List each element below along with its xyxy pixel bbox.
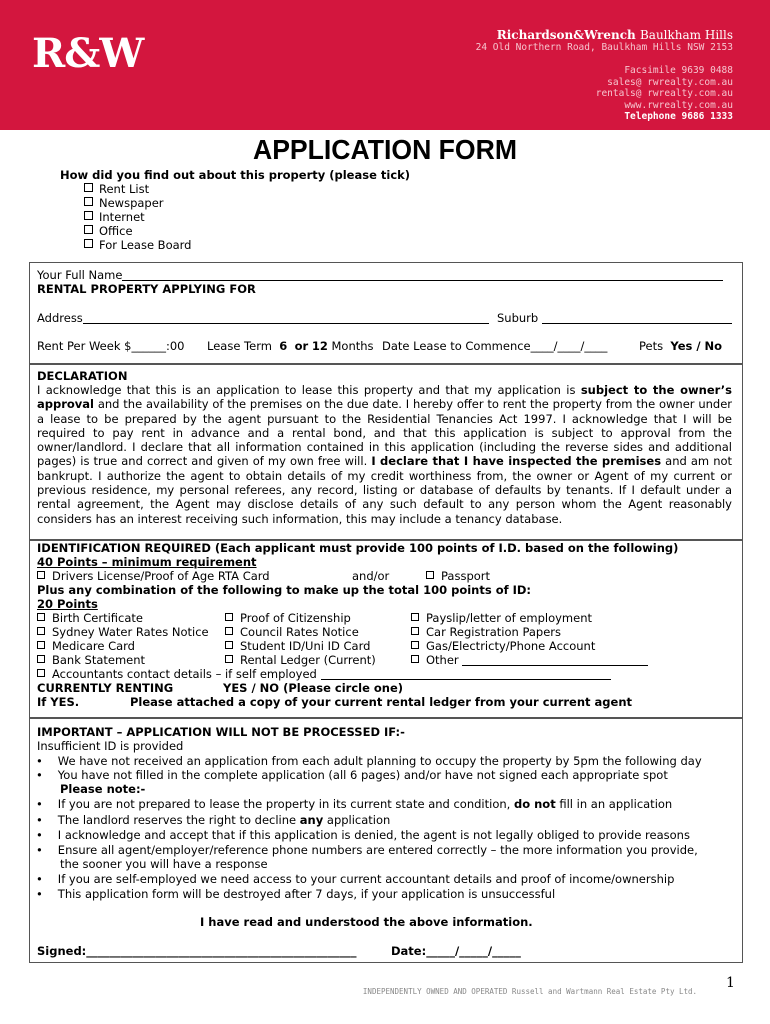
find-out-question: How did you find out about this property (please tick) [60,168,411,182]
option-label: Rent List [99,182,150,196]
read-understood: I have read and understood the above information. [200,915,533,929]
branch-name: Baulkham Hills [639,28,733,42]
and-or: and/or [352,569,390,583]
id-drivers-license[interactable] [37,569,270,583]
lease-term-12[interactable]: 12 [311,339,328,353]
page-number: 1 [726,975,735,991]
id-label: Other [426,653,459,667]
list-item: • Ensure all agent/employer/reference phone numbers are entered correctly – the more information you provide, [36,843,698,857]
full-name-field[interactable] [37,268,723,282]
id-option[interactable] [225,653,376,667]
declaration-text [37,383,732,526]
list-item: • We have not received an application from each adult planning to occupy the property by 5pm the following day [36,754,702,768]
lease-term-months: Months [331,339,374,353]
list-item: • If you are not prepared to lease the property in its current state and condition, do not fill in an application [36,797,673,811]
checkbox[interactable] [411,627,419,635]
id-option[interactable] [37,611,143,625]
id-label: Birth Certificate [52,611,144,625]
list-item-text: Ensure all agent/employer/reference phone numbers are entered correctly – the more information you provide, [57,843,698,857]
id-label: Car Registration Papers [426,625,562,639]
id-option[interactable] [411,625,561,639]
checkbox[interactable] [411,655,419,663]
checkbox[interactable] [411,613,419,621]
declaration-heading: DECLARATION [37,369,128,383]
option-internet[interactable] [84,210,145,224]
id-label: Rental Ledger (Current) [240,653,376,667]
currently-renting-label: CURRENTLY RENTING [37,681,174,695]
checkbox[interactable] [37,627,45,635]
date-field[interactable]: Date:_____/_____/_____ [391,944,521,958]
lease-term-or: or [294,339,309,353]
id-option[interactable] [225,625,359,639]
checkbox[interactable] [84,211,93,220]
id-label: Student ID/Uni ID Card [240,639,371,653]
list-item-text: We have not received an application from each adult planning to occupy the property by 5pm the following day [57,754,702,768]
declaration-part: and the availability of the premises on the due date. I hereby offer to rent the property from the owner under a lease to be prepared by the agent pursuant to the Residential Tenancies Act 1997. I acknowledge that I will be required to pay rent in advance and a rental bond, and that this application is subject to approval from the owner/landlord. I declare that all information contained in this application (including the reverse sides and additional pages) is true and correct and given of my own free will. [37,397,732,469]
option-label: Office [99,224,133,238]
commence-date-field[interactable]: Date Lease to Commence____/____/____ [382,339,608,353]
id-heading: IDENTIFICATION REQUIRED (Each applicant must provide 100 points of I.D. based on the following) [37,541,679,555]
combination-text: Plus any combination of the following to make up the total 100 points of ID: [37,583,532,597]
option-label: Internet [99,210,145,224]
list-item: • If you are self-employed we need access to your current accountant details and proof of income/ownership [36,872,675,886]
other-input[interactable] [462,654,648,666]
checkbox[interactable] [37,655,45,663]
list-item-text: I acknowledge and accept that if this application is denied, the agent is not legally obliged to provide reasons [57,828,690,842]
list-item: • You have not filled in the complete application (all 6 pages) and/or have not signed each appropriate spot [36,768,668,782]
checkbox[interactable] [84,183,93,192]
rent-per-week-field[interactable]: Rent Per Week $______:00 [37,339,185,353]
attach-ledger-note: Please attached a copy of your current rental ledger from your current agent [130,695,633,709]
facsimile: Facsimile 9639 0488 [624,65,733,76]
list-item-bold: do not [513,797,556,811]
email-rentals: rentals@ rwrealty.com.au [595,88,733,99]
declaration-bold: I declare that I have inspected the premises [371,454,662,469]
declaration-bold: subject to the owner’s approval [37,383,732,412]
accountants-input[interactable] [321,668,611,680]
id-option[interactable] [37,625,209,639]
checkbox[interactable] [411,641,419,649]
office-address: 24 Old Northern Road, Baulkham Hills NSW 2153 [475,41,733,53]
list-item-text: If you are self-employed we need access to your current accountant details and proof of income/ownership [57,872,675,886]
id-label: Gas/Electricty/Phone Account [426,639,596,653]
list-item-text: application [326,813,391,827]
lease-term-field[interactable] [207,339,374,353]
option-newspaper[interactable] [84,196,164,210]
list-item: • The landlord reserves the right to decline any application [36,813,391,827]
checkbox[interactable] [37,613,45,621]
option-rent-list[interactable] [84,182,149,196]
suburb-label: Suburb [497,311,539,325]
list-item-text: The landlord reserves the right to decline [57,813,297,827]
list-item: • This application form will be destroyed after 7 days, if your application is unsuccessful [36,887,556,901]
id-label: Accountants contact details – if self employed [52,667,317,681]
checkbox[interactable] [84,225,93,234]
list-item-continued: the sooner you will have a response [60,857,268,871]
checkbox[interactable] [225,655,233,663]
address-input[interactable] [83,312,489,324]
id-label: Drivers License/Proof of Age RTA Card [52,569,270,583]
pets-options[interactable]: Yes / No [670,339,723,353]
id-accountants[interactable] [37,667,611,681]
list-item: • I acknowledge and accept that if this application is denied, the agent is not legally obliged to provide reasons [36,828,690,842]
lease-term-label: Lease Term [207,339,272,353]
id-option[interactable] [37,639,135,653]
website: www.rwrealty.com.au [624,99,733,111]
checkbox[interactable] [37,571,45,579]
list-item-text: This application form will be destroyed after 7 days, if your application is unsuccessful [57,887,556,901]
brand-name: Richardson&Wrench [496,28,636,42]
list-item-bold: any [299,813,324,827]
id-option[interactable] [411,611,592,625]
brand-line [476,30,733,42]
email-sales: sales@ rwrealty.com.au [607,76,733,88]
please-note: Please note:- [60,782,146,796]
id-option[interactable] [37,653,145,667]
full-name-input[interactable] [122,269,723,281]
id-label: Council Rates Notice [240,625,359,639]
letterhead-banner [0,0,770,130]
id-label: Medicare Card [52,639,135,653]
option-label: Newspaper [99,196,164,210]
option-label: For Lease Board [99,238,192,252]
list-item-text: If you are not prepared to lease the property in its current state and condition, [57,797,511,811]
declaration-part: and am not bankrupt. I authorize the agent to obtain details of my credit worthiness from, the owner or Agent of my current or previous residence, my personal referees, any record, listing or database of defaults by tenants. If I default under a rental agreement, the Agent may disclose details of any such default to any person whom the Agent reasonably considers has an interest receiving such information, this may include a tenancy database. [37,454,733,526]
lease-term-6[interactable]: 6 [279,339,288,353]
footer-company-note: INDEPENDENTLY OWNED AND OPERATED Russell and Wartmann Real Estate Pty Ltd. [362,987,698,996]
declaration-part: I acknowledge that this is an application to lease this property and that my application is [37,383,576,397]
points-40: 40 Points – minimum requirement [37,555,257,569]
insufficient-id: Insufficient ID is provided [37,739,184,753]
company-logo: R&W [32,30,144,77]
id-label: Proof of Citizenship [240,611,351,625]
checkbox[interactable] [225,641,233,649]
rental-property-heading: RENTAL PROPERTY APPLYING FOR [37,282,256,296]
id-label: Passport [441,569,491,583]
checkbox[interactable] [225,627,233,635]
points-20: 20 Points [37,597,98,611]
id-label: Sydney Water Rates Notice [52,625,209,639]
checkbox[interactable] [225,613,233,621]
if-yes-label: If YES. [37,695,80,709]
id-passport[interactable] [426,569,490,583]
important-heading: IMPORTANT – APPLICATION WILL NOT BE PROCESSED IF:- [37,725,405,739]
checkbox[interactable] [37,641,45,649]
id-option[interactable] [225,639,370,653]
list-item-text: fill in an application [559,797,673,811]
currently-renting-yes-no[interactable]: YES / NO (Please circle one) [223,681,404,695]
option-office[interactable] [84,224,133,238]
id-option-other[interactable] [411,653,648,667]
telephone: Telephone 9686 1333 [624,111,733,122]
list-item-text: You have not filled in the complete application (all 6 pages) and/or have not signed each appropriate spot [57,768,668,782]
pets-field[interactable] [639,339,722,353]
option-for-lease-board[interactable] [84,238,191,252]
id-option[interactable] [411,639,595,653]
address-label: Address [37,311,83,325]
checkbox[interactable] [37,669,45,677]
pets-label: Pets [639,339,664,353]
full-name-label: Your Full Name [37,268,123,282]
checkbox[interactable] [84,197,93,206]
suburb-field[interactable] [497,311,732,325]
page-title: APPLICATION FORM [252,134,518,165]
signature-field[interactable]: Signed:_______________________________________________ [37,944,357,958]
address-field[interactable] [37,311,489,325]
id-label: Payslip/letter of employment [426,611,593,625]
id-option[interactable] [225,611,351,625]
id-label: Bank Statement [52,653,146,667]
contact-block [476,30,733,123]
checkbox[interactable] [426,571,434,579]
suburb-input[interactable] [542,312,732,324]
checkbox[interactable] [84,239,93,248]
